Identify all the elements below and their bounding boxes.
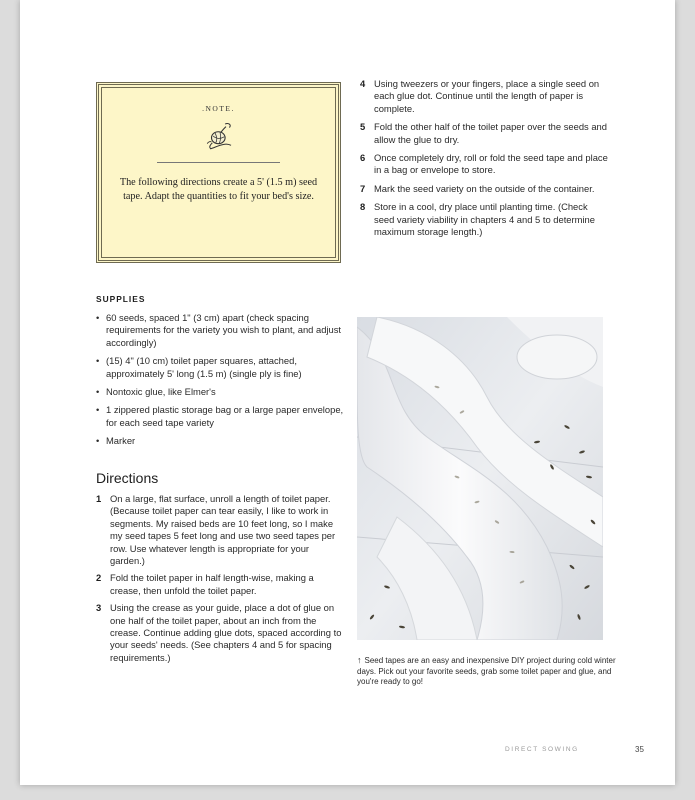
note-label: .NOTE. — [202, 104, 235, 113]
note-box — [96, 82, 341, 263]
note-text: The following directions create a 5' (1.5 m) seed tape. Adapt the quantities to fit your bed's size. — [119, 177, 318, 202]
step-item: 3 Using the crease as your guide, place a dot of glue on one half of the toilet paper, about an inch from the crease. Continue adding glue dots, spaced according to your seeds' needs. (See chapters 4 and 5 for spacing requirements.) — [96, 602, 342, 663]
running-footer: DIRECT SOWING — [505, 746, 579, 753]
supply-item: • Nontoxic glue, like Elmer's — [96, 386, 216, 398]
step-item: 4 Using tweezers or your fingers, place a single seed on each glue dot. Continue until the length of paper is complete. — [360, 78, 600, 114]
directions-heading: Directions — [96, 470, 159, 486]
photo-caption: ↑ Seed tapes are an easy and inexpensive DIY project during cold winter days. Pick out your favorite seeds, grab some toilet paper and glue, and you're ready to go! — [357, 655, 616, 687]
step-item: 6 Once completely dry, roll or fold the seed tape and place in a bag or envelope to store. — [360, 152, 608, 176]
steps-list-continued — [360, 78, 610, 244]
supply-item: • Marker — [96, 435, 136, 447]
supply-item: • (15) 4" (10 cm) toilet paper squares, attached, approximately 5' long (1.5 m) (single ply is fine) — [96, 355, 302, 379]
seed-tape-photo — [357, 317, 603, 640]
directions-list — [96, 493, 346, 669]
seed-pod-icon — [203, 119, 237, 153]
page-number: 35 — [635, 745, 644, 754]
step-item: 5 Fold the other half of the toilet paper over the seeds and allow the glue to dry. — [360, 121, 607, 145]
step-item: 2 Fold the toilet paper in half length-wise, making a crease, then unfold the toilet paper. — [96, 572, 314, 596]
supplies-heading: SUPPLIES — [96, 294, 146, 304]
seed-tape-illustration — [357, 317, 603, 640]
step-item: 7 Mark the seed variety on the outside of the container. — [360, 182, 595, 194]
book-page — [20, 0, 675, 785]
step-item: 8 Store in a cool, dry place until planting time. (Check seed variety viability in chapters 4 and 5 to determine maximum storage length.) — [360, 201, 595, 238]
arrow-up-icon: ↑ — [357, 655, 362, 665]
supplies-list — [96, 312, 346, 454]
supply-item: • 1 zippered plastic storage bag or a large paper envelope, for each seed tape variety — [96, 404, 344, 428]
note-divider — [157, 162, 280, 163]
step-item: 1 On a large, flat surface, unroll a length of toilet paper. (Because toilet paper can tear easily, I like to work in segments. My raised beds are 10 feet long, so I make my seed tapes 5 feet long and use two seed tapes per row. Use whatever length is appropriate for your garden.) — [96, 493, 336, 567]
supply-item: • 60 seeds, spaced 1" (3 cm) apart (check spacing requirements for the variety you wish to plant, and adjust accordingly) — [96, 312, 342, 348]
